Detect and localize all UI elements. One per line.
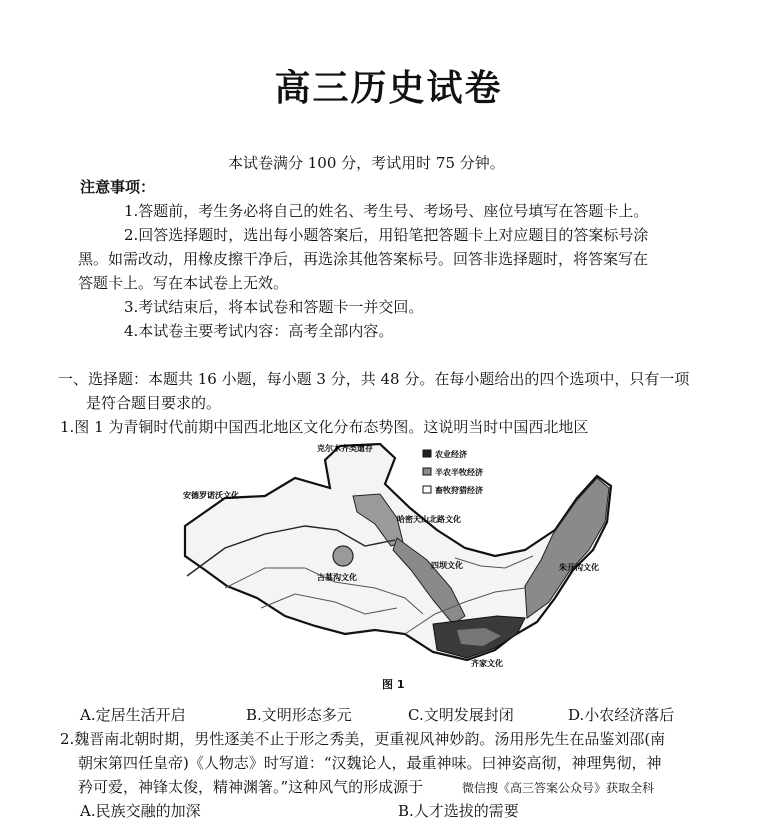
label-hami: 哈密天山北路文化 <box>397 515 461 524</box>
q1-option-a: A.定居生活开启 <box>80 706 186 724</box>
notice-line: 答题卡上。写在本试卷上无效。 <box>78 274 289 292</box>
legend-label: 半农半牧经济 <box>435 468 483 477</box>
watermark-text: 微信搜《高三答案公众号》获取全科 <box>462 781 655 795</box>
question-1-stem: 1.图 1 为青铜时代前期中国西北地区文化分布态势图。这说明当时中国西北地区 <box>60 418 589 436</box>
q1-option-b: B.文明形态多元 <box>246 706 352 724</box>
notice-line: 4.本试卷主要考试内容：高考全部内容。 <box>124 322 394 340</box>
label-qijia: 齐家文化 <box>471 659 503 668</box>
legend-swatch-semi <box>423 468 431 475</box>
question-2-stem: 2.魏晋南北朝时期，男性逐美不止于形之秀美，更重视风神妙韵。汤用彤先生在品鉴刘邵(南 <box>60 730 666 748</box>
label-andro: 安德罗诺沃文化 <box>183 491 239 500</box>
notice-heading: 注意事项： <box>80 178 156 196</box>
q2-option-a: A.民族交融的加深 <box>80 802 201 820</box>
culture-distribution-map <box>165 438 625 696</box>
label-gumugou: 古墓沟文化 <box>317 573 357 582</box>
notice-line: 1.答题前，考生务必将自己的姓名、考生号、考场号、座位号填写在答题卡上。 <box>124 202 649 220</box>
question-2-stem-cont: 朝宋第四任皇帝)《人物志》时写道：“汉魏论人，最重神味。曰神姿高彻，神理隽彻，神 <box>78 754 662 772</box>
map-legend <box>423 449 483 495</box>
legend-label: 畜牧狩猎经济 <box>435 486 483 495</box>
section-heading: 一、选择题：本题共 16 小题，每小题 3 分，共 48 分。在每小题给出的四个选项中，只有一项 <box>58 370 690 388</box>
q2-option-b: B.人才选拔的需要 <box>398 802 519 820</box>
label-zhukaigou: 朱开沟文化 <box>559 563 599 572</box>
notice-line: 黑。如需改动，用橡皮擦干净后，再选涂其他答案标号。回答非选择题时，将答案写在 <box>78 250 649 268</box>
q1-option-d: D.小农经济落后 <box>568 706 675 724</box>
notice-line: 2.回答选择题时，选出每小题答案后，用铅笔把答题卡上对应题目的答案标号涂 <box>124 226 649 244</box>
exam-meta: 本试卷满分 100 分，考试用时 75 分钟。 <box>228 154 505 172</box>
legend-swatch-agri <box>423 450 431 457</box>
figure-caption: 图 1 <box>382 678 405 691</box>
paper-title: 高三历史试卷 <box>274 68 503 109</box>
notice-line: 3.考试结束后，将本试卷和答题卡一并交回。 <box>124 298 424 316</box>
legend-label: 农业经济 <box>435 450 467 459</box>
label-siba: 四坝文化 <box>431 561 463 570</box>
q1-option-c: C.文明发展封闭 <box>408 706 514 724</box>
section-heading-cont: 是符合题目要求的。 <box>86 394 222 412</box>
legend-swatch-pastoral <box>423 486 431 493</box>
gumugou-circle <box>333 546 353 566</box>
label-kerm: 克尔木齐类遗存 <box>317 444 373 453</box>
question-2-stem-cont: 矜可爱，神锋太俊，精神渊箸。”这种风气的形成源于 <box>78 778 424 796</box>
